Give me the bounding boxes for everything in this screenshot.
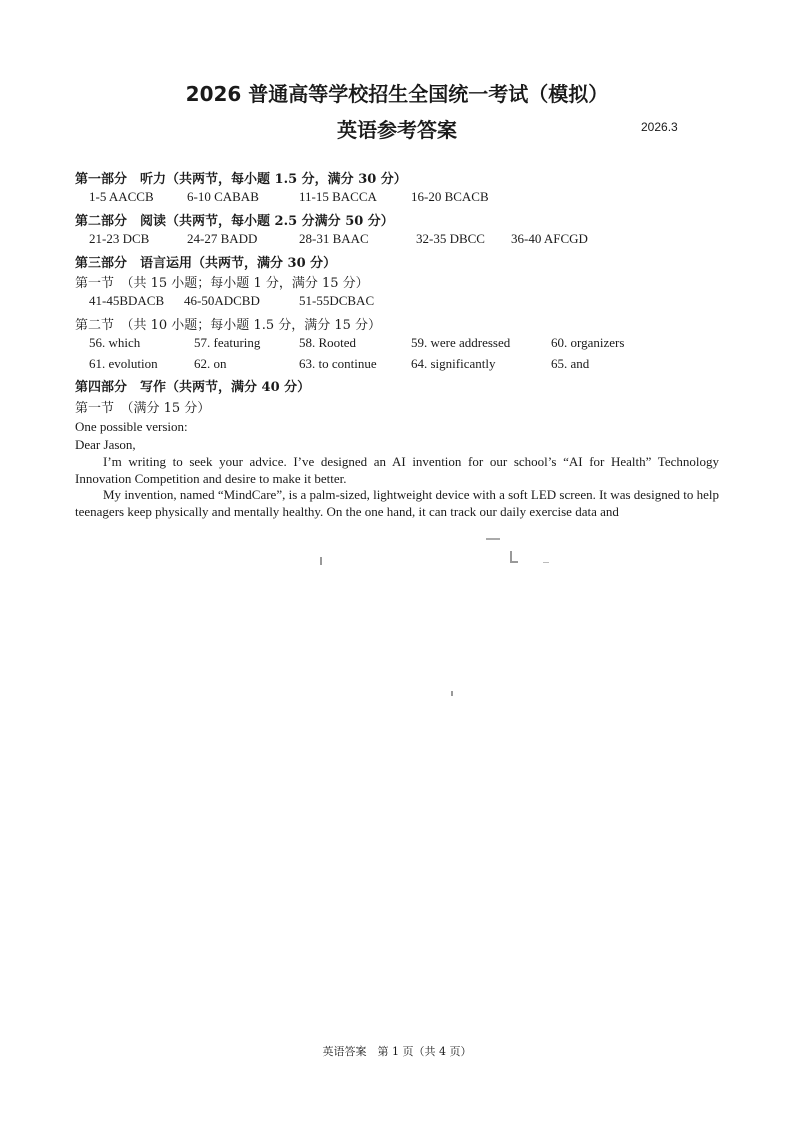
- part3-heading: [75, 252, 336, 271]
- part3-s2-answer-64: 64. significantly: [411, 356, 496, 371]
- part2-answer-3: 28-31 BAAC: [299, 231, 369, 246]
- part1-heading: [75, 168, 407, 187]
- part2-answer-2: 24-27 BADD: [187, 231, 258, 246]
- part2-answer-4: 32-35 DBCC: [416, 231, 485, 246]
- part1-answer-1: 1-5 AACCB: [89, 189, 154, 204]
- part3-heading-text: 第三部分 语言运用（共两节，满分 30 分）: [75, 256, 337, 271]
- part1-heading-text: 第一部分 听力（共两节，每小题 1.5 分，满分 30 分）: [75, 172, 407, 187]
- scan-artifact: [510, 551, 512, 561]
- scan-artifact: [320, 557, 322, 565]
- part3-s2-answer-59: 59. were addressed: [411, 335, 511, 350]
- scan-artifact: [510, 561, 518, 563]
- part1-answer-3: 11-15 BACCA: [299, 189, 377, 204]
- part3-s2-answer-65: 65. and: [551, 356, 590, 371]
- part3-s2-answer-56: 56. which: [89, 335, 141, 350]
- part4-section1-heading: 第一节 （满分 15 分）: [75, 401, 211, 416]
- part1-answer-4: 16-20 BCACB: [411, 189, 489, 204]
- essay-paragraph-1: I’m writing to seek your advice. I’ve designed an AI invention for our school’s “AI for Health” Technology Innovation Competition and desire to make it better.: [75, 454, 719, 486]
- essay-greeting: Dear Jason,: [75, 437, 136, 452]
- part2-answer-1: 21-23 DCB: [89, 231, 150, 246]
- document-date: 2026.3: [641, 120, 678, 134]
- part3-section1-heading: 第一节 （共 15 小题；每小题 1 分，满分 15 分）: [75, 276, 369, 291]
- part3-s2-answer-61: 61. evolution: [89, 356, 158, 371]
- part3-s2-answer-57: 57. featuring: [194, 335, 261, 350]
- exam-title: 2026 普通高等学校招生全国统一考试（模拟）: [185, 82, 609, 106]
- part2-heading: [75, 210, 394, 229]
- part2-answer-5: 36-40 AFCGD: [511, 231, 588, 246]
- document-subtitle: 英语参考答案: [337, 118, 457, 142]
- part4-heading: [75, 376, 310, 395]
- part3-s2-answer-60: 60. organizers: [551, 335, 625, 350]
- part3-s2-answer-62: 62. on: [194, 356, 227, 371]
- part2-heading-text: 第二部分 阅读（共两节，每小题 2.5 分满分 50 分）: [75, 214, 394, 229]
- part3-section2-heading: 第二节 （共 10 小题；每小题 1.5 分，满分 15 分）: [75, 318, 382, 333]
- part4-heading-text: 第四部分 写作（共两节，满分 40 分）: [75, 380, 311, 395]
- part3-s2-answer-58: 58. Rooted: [299, 335, 357, 350]
- essay-intro: One possible version:: [75, 419, 188, 434]
- scan-artifact: [543, 562, 549, 563]
- page-footer: 英语答案 第 1 页（共 4 页）: [322, 1045, 472, 1058]
- scan-artifact: [486, 538, 500, 540]
- essay-paragraph-2: My invention, named “MindCare”, is a palm-sized, lightweight device with a soft LED screen. It was designed to help teenagers keep physically and mentally healthy. On the one hand, it can track our daily exercise data and: [75, 487, 719, 519]
- part3-section1-answer-2: 46-50ADCBD: [184, 293, 260, 308]
- scan-artifact: [451, 691, 453, 696]
- part3-section1-answer-1: 41-45BDACB: [89, 293, 165, 308]
- part3-section1-answer-3: 51-55DCBAC: [299, 293, 375, 308]
- part1-answer-2: 6-10 CABAB: [187, 189, 259, 204]
- part3-s2-answer-63: 63. to continue: [299, 356, 377, 371]
